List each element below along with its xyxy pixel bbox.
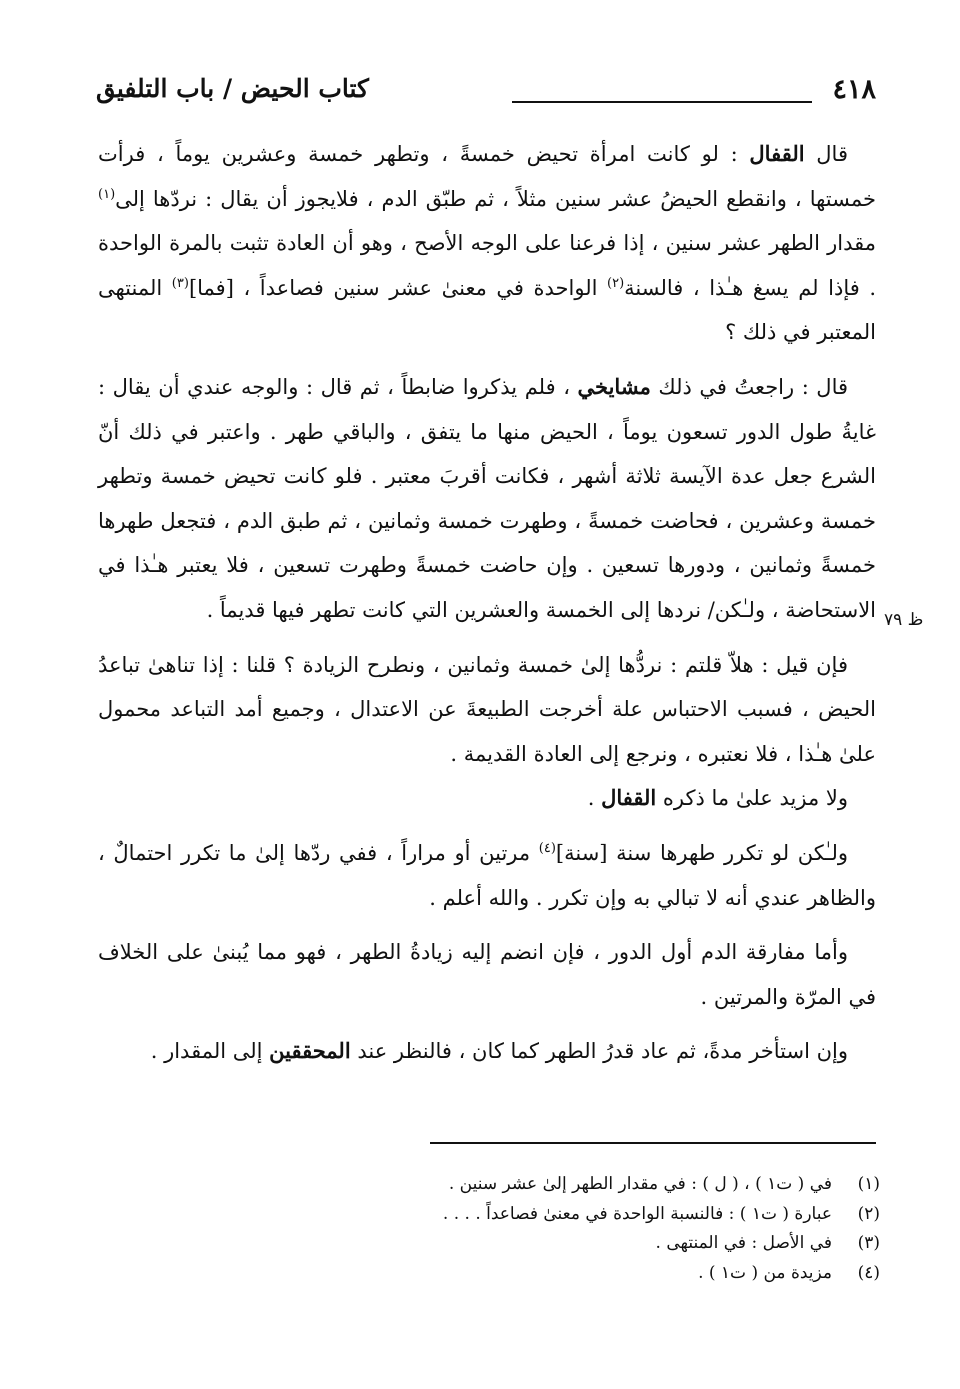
paragraph-4: ولا مزيد علىٰ ما ذكره القفال . bbox=[587, 785, 848, 811]
footnote-ref-3[interactable]: (٣) bbox=[171, 275, 189, 291]
footnote-separator bbox=[430, 1142, 876, 1144]
footnote-number: (٢) bbox=[857, 1203, 880, 1224]
footnote-item bbox=[300, 1229, 880, 1259]
scholars-term: المحققين bbox=[269, 1038, 351, 1064]
footnote-number: (٣) bbox=[857, 1233, 880, 1253]
footnote-item bbox=[300, 1200, 880, 1230]
footnote-number: (٤) bbox=[857, 1262, 880, 1283]
paragraph-7: وإن استأخر مدةً، ثم عاد قدرُ الطهر كما كان ، فالنظر عند المحققين إلى المقدار . bbox=[150, 1038, 848, 1064]
footnote-ref-1[interactable]: (١) bbox=[98, 186, 116, 202]
page-header bbox=[96, 72, 876, 122]
paragraph-5: ولـٰكن لو تكرر طهرها سنة [سنة]$^{(٤)}$ مرتين أو مراراً ، ففي ردّها إلىٰ ما تكرر احتمالٌ ، والظاهر عندي أنه لا تبالي به وإن تكرر . والله أعلم . bbox=[98, 840, 876, 910]
paragraph-6: وأما مفارقة الدم أول الدور ، فإن انضم إليه زيادةُ الطهر ، فهو مما يُبنىٰ على الخلاف في المرّة والمرتين . bbox=[98, 940, 876, 1009]
footnote-item bbox=[300, 1170, 880, 1200]
footnote-number: (١) bbox=[857, 1174, 880, 1194]
main-text bbox=[98, 132, 876, 1074]
paragraph-1: قال القفال : لو كانت امرأة تحيض خمسةً ، وتطهر خمسة وعشرين يوماً ، فرأت خمستها ، وانقطع الحيضُ عشر سنين مثلاً ، ثم طبّق الدم ، فلايجوز أن يقال : نردّها إلى$^{(١)}$ مقدار الطهر عشر سنين ، إذا فرعنا على الوجه الأصح ، وهو أن العادة تثبت بالمرة الواحدة . فإذا لم يسغ هـٰذا ، فالسنة$^{(٢)}$ الواحدة في معنىٰ عشر سنين فصاعداً ، [فما]$^{(٣)}$ المنتهى المعتبر في ذلك ؟ bbox=[98, 141, 876, 345]
scholar-name: القفال bbox=[749, 141, 805, 166]
scholars-term: مشايخي bbox=[577, 373, 651, 399]
footnote-item bbox=[300, 1259, 880, 1289]
footnote-text: في الأصل : في المنتهى . bbox=[655, 1233, 832, 1253]
footnote-ref-4[interactable]: (٤) bbox=[538, 840, 556, 856]
footnotes bbox=[300, 1170, 880, 1288]
paragraph-3: فإن قيل : هلاّ قلتم : نردُّها إلىٰ خمسة وثمانين ، ونطرح الزيادة ؟ قلنا : إذا تناهىٰ تباعدُ الحيض ، فسبب الاحتباس علة أخرجت الطبيعةَ عن الاعتدال ، وجميع أمد التباعد محمول علىٰ هـٰذا ، فلا نعتبره ، ونرجع إلى العادة القديمة . bbox=[98, 652, 876, 766]
paragraph-2: قال : راجعتُ في ذلك مشايخي ، فلم يذكروا ضابطاً ، ثم قال : والوجه عندي أن يقال : غايةُ طول الدور تسعون يوماً ، الحيض منها ما يتفق ، والباقي طهر . واعتبر في ذلك أنّ الشرع جعل عدة الآيسة ثلاثة أشهر ، فكانت أقربَ معتبر . فلو كانت تحيض خمسة وتطهر خمسة وعشرين ، فحاضت خمسةً ، وطهرت خمسة وثمانين ، ثم طبق الدم ، فتجعل طهرها خمسةً وثمانين ، ودورها تسعين . وإن حاضت خمسةً وطهرت تسعين ، فلا يعتبر هـٰذا في الاستحاضة ، ولـٰكن/ نردها إلى الخمسة والعشرين التي كانت تطهر فيها قديماً . bbox=[98, 373, 877, 622]
running-title: كتاب الحيض / باب التلفيق bbox=[96, 74, 369, 103]
page-number: ٤١٨ bbox=[832, 74, 876, 105]
footnote-text: عبارة ( ت١ ) : فالنسبة الواحدة في معنىٰ فصاعداً . . . . bbox=[442, 1203, 832, 1224]
footnote-text: مزيدة من ( ت١ ) . bbox=[698, 1262, 832, 1283]
manuscript-folio-marker: ظ ٧٩ bbox=[884, 610, 924, 630]
header-rule bbox=[512, 101, 812, 103]
scholar-name: القفال bbox=[601, 785, 657, 811]
footnote-ref-2[interactable]: (٢) bbox=[607, 275, 625, 291]
footnote-text: في ( ت١ ) ، ( ل ) : في مقدار الطهر إلىٰ عشر سنين . bbox=[448, 1174, 832, 1194]
